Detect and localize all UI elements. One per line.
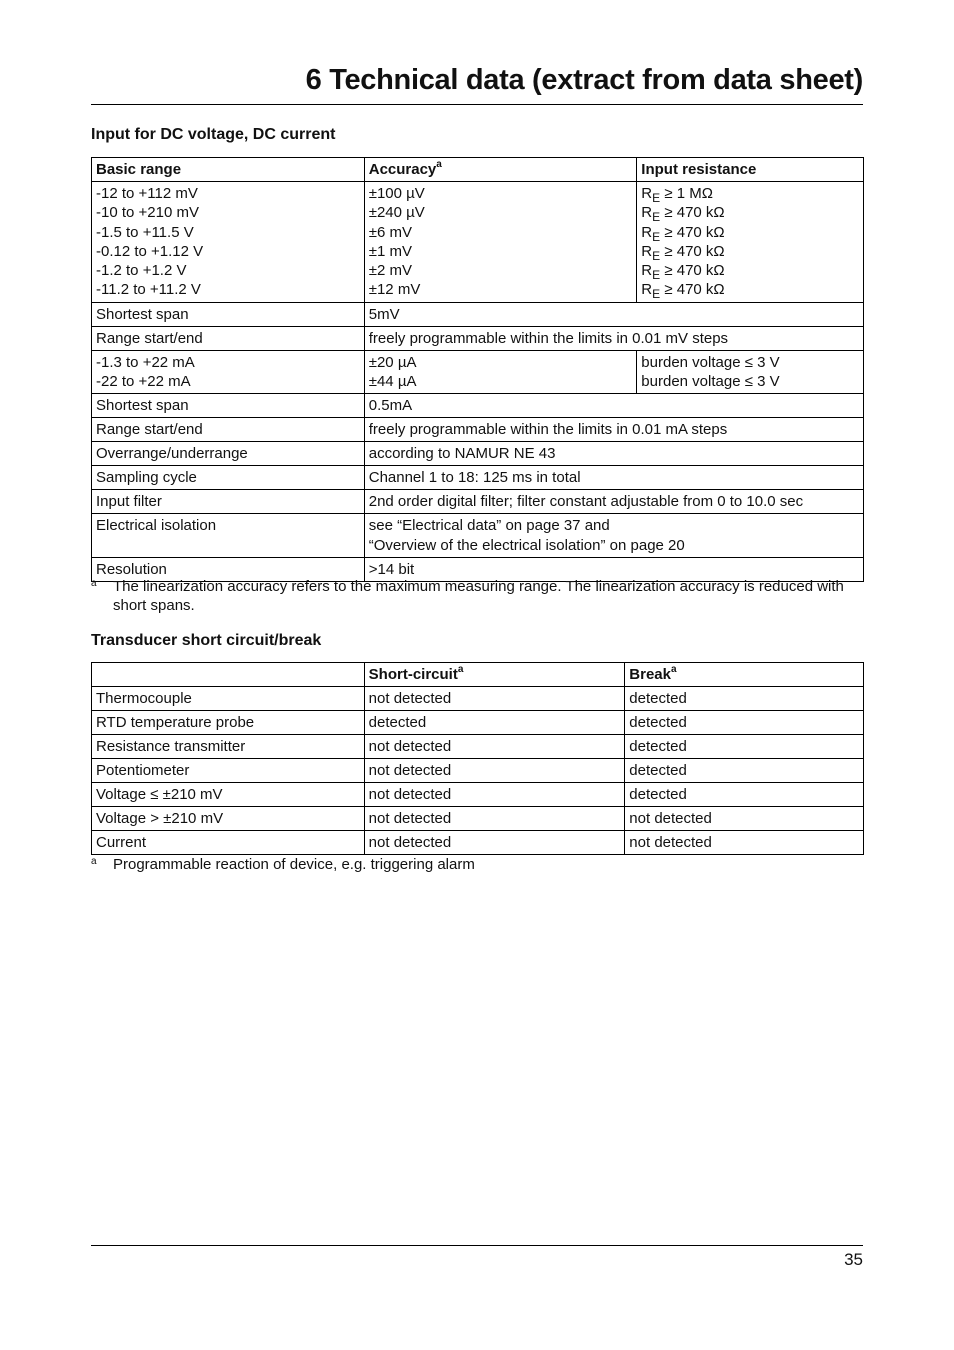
col-header-short-circuit: [364, 663, 625, 687]
sensor-type: Potentiometer: [92, 759, 365, 783]
table-row: [92, 807, 864, 831]
break-status: not detected: [625, 831, 864, 855]
short-circuit-table: [91, 662, 864, 855]
short-circuit-status: not detected: [364, 759, 625, 783]
table-header-row: [92, 158, 864, 182]
dc-input-table: [91, 157, 864, 582]
col-header-label: Input resistance: [641, 161, 757, 178]
voltage-range: -11.2 to +11.2 V: [96, 281, 201, 299]
row-value: according to NAMUR NE 43: [364, 442, 863, 466]
burden-voltage: burden voltage ≤ 3 V: [641, 353, 780, 371]
table-row: [92, 759, 864, 783]
resistance-subscript: E: [652, 210, 661, 225]
footnote-text: Programmable reaction of device, e.g. triggering alarm: [113, 856, 475, 873]
table-row: [92, 466, 864, 490]
burden-voltage-cell: [637, 350, 864, 394]
resistance-value: ≥ 1 MΩ: [664, 185, 713, 202]
table-row: [92, 711, 864, 735]
row-value: 0.5mA: [364, 394, 863, 418]
resistance-subscript: E: [652, 191, 661, 205]
input-resistance: [641, 184, 859, 203]
row-value: freely programmable within the limits in 0.01 mV steps: [364, 326, 863, 350]
input-resistance: [641, 280, 859, 302]
table-row: [92, 302, 864, 326]
short-circuit-status: detected: [364, 711, 625, 735]
row-label: Range start/end: [92, 326, 365, 350]
table-row: [92, 418, 864, 442]
sensor-type: Thermocouple: [92, 687, 365, 711]
input-resistance: [641, 242, 859, 261]
table-row: [92, 394, 864, 418]
current-range: -22 to +22 mA: [96, 373, 191, 391]
footnote-ref: a: [436, 159, 442, 170]
voltage-range: -12 to +112 mV: [96, 185, 198, 202]
table-row: [92, 514, 864, 558]
resistance-symbol: R: [641, 242, 653, 260]
break-status: detected: [625, 687, 864, 711]
col-header-label: Basic range: [96, 161, 182, 178]
resistance-symbol: R: [641, 223, 653, 241]
footnote-ref: a: [671, 664, 677, 675]
row-value: 2nd order digital filter; filter constant adjustable from 0 to 10.0 sec: [364, 490, 863, 514]
resistance-symbol: R: [641, 262, 653, 280]
sensor-type: Voltage ≤ ±210 mV: [92, 783, 365, 807]
voltage-accuracy: ±2 mV: [368, 262, 412, 280]
short-circuit-status: not detected: [364, 783, 625, 807]
row-value: >14 bit: [364, 557, 863, 581]
resistance-subscript: E: [652, 248, 661, 263]
break-status: detected: [625, 735, 864, 759]
section-heading-short-circuit: Transducer short circuit/break: [91, 632, 322, 649]
table-header-row: [92, 663, 864, 687]
section-heading-dc-input: Input for DC voltage, DC current: [91, 126, 336, 143]
short-circuit-status: not detected: [364, 831, 625, 855]
col-header-label: Accuracy: [368, 161, 437, 178]
row-value: [364, 514, 863, 558]
col-header-label: Break: [629, 666, 671, 683]
voltage-accuracy: ±6 mV: [368, 223, 412, 241]
table-row: [92, 783, 864, 807]
current-accuracy-cell: [364, 350, 637, 394]
current-range: -1.3 to +22 mA: [96, 353, 195, 371]
current-range-cell: [92, 350, 365, 394]
footnote-programmable: [91, 855, 863, 874]
table-row: [92, 442, 864, 466]
row-label: Overrange/underrange: [92, 442, 365, 466]
sensor-type: RTD temperature probe: [92, 711, 365, 735]
short-circuit-status: not detected: [364, 807, 625, 831]
table-row: [92, 687, 864, 711]
break-status: not detected: [625, 807, 864, 831]
voltage-range: -1.5 to +11.5 V: [96, 223, 194, 241]
table-row: [92, 735, 864, 759]
resistance-subscript: E: [652, 268, 661, 283]
table-row-voltage-ranges: [92, 182, 864, 303]
col-header-basic-range: [92, 158, 365, 182]
row-label: Range start/end: [92, 418, 365, 442]
row-label: Resolution: [92, 557, 365, 581]
chapter-title: 6 Technical data (extract from data sheet): [305, 64, 863, 96]
break-status: detected: [625, 711, 864, 735]
input-resistance: [641, 223, 859, 242]
input-resistance-cell: [637, 182, 864, 303]
input-resistance: [641, 261, 859, 283]
col-header-input-resistance: [637, 158, 864, 182]
burden-voltage: burden voltage ≤ 3 V: [641, 373, 780, 391]
table-row: [92, 831, 864, 855]
break-status: detected: [625, 783, 864, 807]
short-circuit-status: not detected: [364, 735, 625, 759]
footnote-linearization: [91, 577, 863, 615]
footnote-text: The linearization accuracy refers to the maximum measuring range. The linearization accuracy is reduced with short spans.: [113, 578, 844, 614]
footer-rule: [91, 1245, 863, 1246]
resistance-symbol: R: [641, 204, 653, 222]
row-label: Shortest span: [92, 302, 365, 326]
voltage-range: -0.12 to +1.12 V: [96, 242, 204, 260]
sensor-type: Resistance transmitter: [92, 735, 365, 759]
col-header-accuracy: [364, 158, 637, 182]
voltage-accuracy: ±240 µV: [368, 204, 425, 222]
col-header-break: [625, 663, 864, 687]
isolation-line: “Overview of the electrical isolation” on page 20: [368, 536, 685, 554]
col-header-label: Short-circuit: [368, 666, 458, 683]
resistance-subscript: E: [652, 229, 661, 244]
short-circuit-status: not detected: [364, 687, 625, 711]
table-row: [92, 326, 864, 350]
voltage-accuracy: ±100 µV: [368, 185, 425, 202]
row-label: Sampling cycle: [92, 466, 365, 490]
current-accuracy: ±44 µA: [368, 373, 417, 391]
current-accuracy: ±20 µA: [368, 353, 417, 371]
resistance-value: ≥ 470 kΩ: [664, 281, 725, 299]
resistance-value: ≥ 470 kΩ: [664, 223, 725, 241]
break-status: detected: [625, 759, 864, 783]
voltage-range: -10 to +210 mV: [96, 204, 199, 222]
sensor-type: Voltage > ±210 mV: [92, 807, 365, 831]
voltage-range: -1.2 to +1.2 V: [96, 262, 187, 280]
col-header-empty: [92, 663, 365, 687]
row-value: Channel 1 to 18: 125 ms in total: [364, 466, 863, 490]
row-label: Input filter: [92, 490, 365, 514]
footnote-ref: a: [457, 664, 464, 675]
voltage-accuracy: ±1 mV: [368, 242, 412, 260]
footnote-mark: a: [91, 578, 97, 589]
row-label: Shortest span: [92, 394, 365, 418]
row-value: freely programmable within the limits in 0.01 mA steps: [364, 418, 863, 442]
resistance-symbol: R: [641, 281, 653, 299]
resistance-value: ≥ 470 kΩ: [664, 242, 725, 260]
sensor-type: Current: [92, 831, 365, 855]
input-resistance: [641, 203, 859, 225]
row-label: Electrical isolation: [92, 514, 365, 558]
voltage-range-cell: [92, 182, 365, 303]
header-rule: [91, 104, 863, 105]
isolation-line: see “Electrical data” on page 37 and: [368, 517, 610, 535]
voltage-accuracy-cell: [364, 182, 637, 303]
row-value: 5mV: [364, 302, 863, 326]
resistance-value: ≥ 470 kΩ: [664, 204, 725, 222]
table-row: [92, 490, 864, 514]
resistance-value: ≥ 470 kΩ: [664, 262, 725, 280]
resistance-subscript: E: [652, 287, 661, 302]
voltage-accuracy: ±12 mV: [368, 281, 421, 299]
page-number: 35: [844, 1250, 863, 1269]
table-row-current-ranges: [92, 350, 864, 394]
resistance-symbol: R: [641, 185, 653, 202]
footnote-mark: a: [91, 856, 97, 867]
